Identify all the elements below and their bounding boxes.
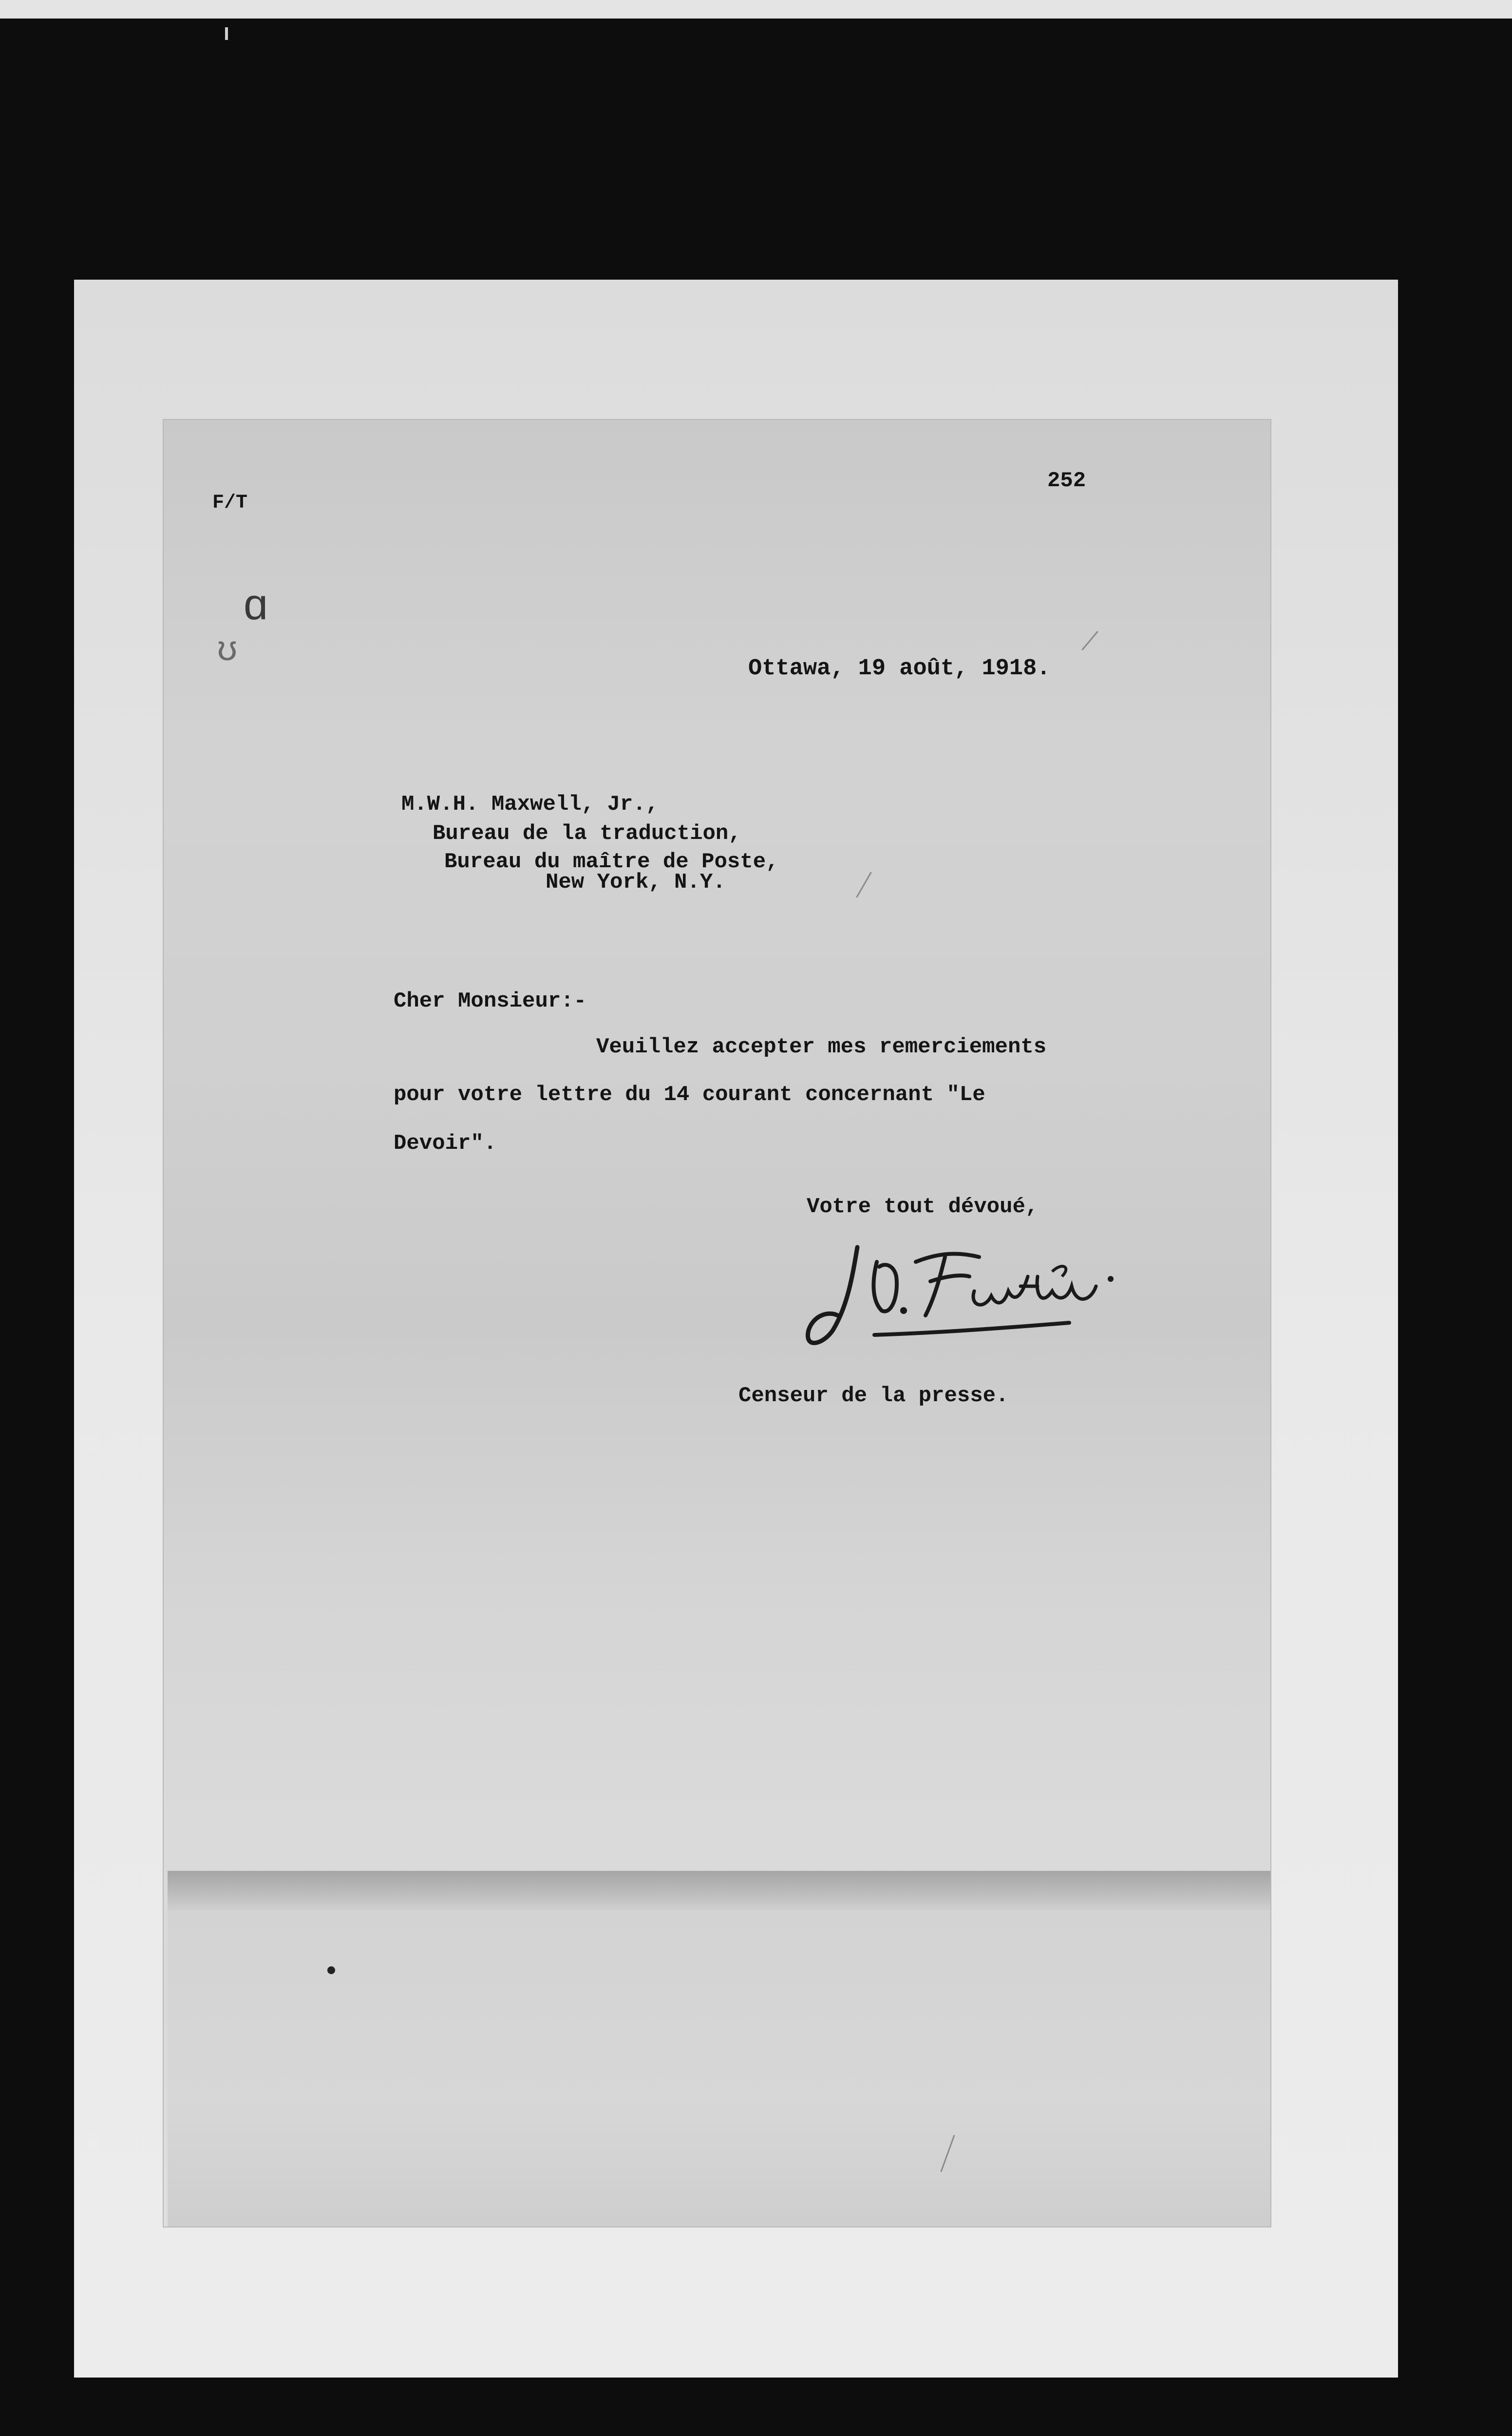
salutation: Cher Monsieur:- — [394, 989, 587, 1013]
recipient-line-1: M.W.H. Maxwell, Jr., — [401, 792, 659, 817]
body-line-1: Veuillez accepter mes remerciements — [596, 1035, 1047, 1059]
date-line: Ottawa, 19 août, 1918. — [748, 656, 1051, 682]
letter-sheet-lower — [168, 1910, 1270, 2227]
ink-dot — [327, 1966, 335, 1974]
recipient-line-4: New York, N.Y. — [546, 870, 726, 894]
recipient-line-3: Bureau du maître de Poste, — [444, 850, 779, 874]
recipient-line-2: Bureau de la traduction, — [433, 821, 741, 846]
signatory-title: Censeur de la presse. — [738, 1384, 1009, 1408]
reference-initials: F/T — [212, 492, 248, 514]
margin-mark-2: ʊ — [217, 629, 237, 668]
film-top-edge — [0, 0, 1512, 19]
sheet-fold-shadow — [168, 1871, 1270, 1910]
margin-mark: ɑ — [244, 580, 268, 629]
signature-image — [799, 1233, 1169, 1359]
film-tick-mark — [225, 27, 228, 40]
body-line-2: pour votre lettre du 14 courant concernant "Le — [394, 1083, 985, 1107]
closing: Votre tout dévoué, — [807, 1195, 1039, 1219]
body-line-3: Devoir". — [394, 1131, 497, 1156]
file-number: 252 — [1047, 469, 1086, 493]
